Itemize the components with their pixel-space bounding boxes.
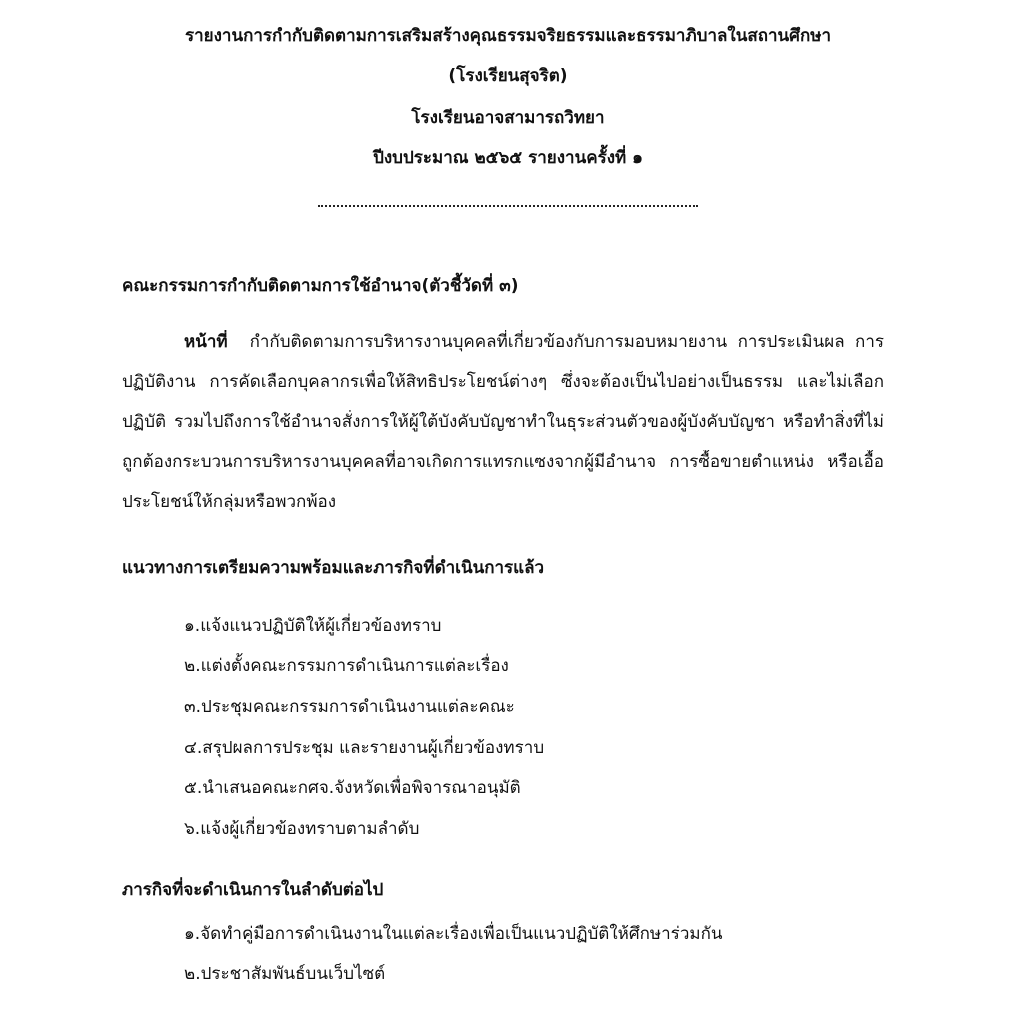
duty-row: ถูกต้องกระบวนการบริหารงานบุคคลที่อาจเกิดการแทรกแซงจากผู้มีอำนาจ การซื้อขายตำแหน่ง หรือเอื้อ bbox=[122, 452, 884, 472]
committee-heading: คณะกรรมการกำกับติดตามการใช้อำนาจ(ตัวชี้วัดที่ ๓) bbox=[122, 276, 519, 296]
duty-text: กำกับติดตามการบริหารงานบุคคลที่เกี่ยวข้องกับการมอบหมายงาน การประเมินผล การ bbox=[249, 332, 884, 352]
duty-row: ปฏิบัติ รวมไปถึงการใช้อำนาจสั่งการให้ผู้ใต้บังคับบัญชาทำในธุระส่วนตัวของผู้บังคับบัญชา หรือทำสิ่งที่ไม่ bbox=[122, 412, 884, 432]
dotted-divider bbox=[318, 205, 698, 207]
duty-row bbox=[122, 330, 884, 370]
report-title: รายงานการกำกับติดตามการเสริมสร้างคุณธรรมจริยธรรมและธรรมาภิบาลในสถานศึกษา bbox=[184, 26, 832, 46]
list-item: ๖.แจ้งผู้เกี่ยวข้องทราบตามลำดับ bbox=[184, 819, 420, 839]
list-item: ๒.แต่งตั้งคณะกรรมการดำเนินการแต่ละเรื่อง bbox=[184, 656, 509, 676]
preparation-heading: แนวทางการเตรียมความพร้อมและภารกิจที่ดำเนินการแล้ว bbox=[122, 558, 545, 578]
duty-label: หน้าที่ bbox=[184, 332, 228, 352]
school-name: โรงเรียนอาจสามารถวิทยา bbox=[411, 108, 605, 128]
list-item: ๔.สรุปผลการประชุม และรายงานผู้เกี่ยวข้องทราบ bbox=[184, 738, 545, 758]
next-steps-heading: ภารกิจที่จะดำเนินการในลำดับต่อไป bbox=[122, 880, 384, 900]
report-subtitle: (โรงเรียนสุจริต) bbox=[448, 66, 568, 86]
list-item: ๑.จัดทำคู่มือการดำเนินงานในแต่ละเรื่องเพื่อเป็นแนวปฏิบัติให้ศึกษาร่วมกัน bbox=[184, 924, 723, 944]
list-item: ๕.นำเสนอคณะกศจ.จังหวัดเพื่อพิจารณาอนุมัติ bbox=[184, 778, 521, 798]
list-item: ๓.ประชุมคณะกรรมการดำเนินงานแต่ละคณะ bbox=[184, 697, 515, 717]
list-item: ๒.ประชาสัมพันธ์บนเว็บไซต์ bbox=[184, 964, 386, 984]
duty-row: ประโยชน์ให้กลุ่มหรือพวกพ้อง bbox=[122, 492, 337, 512]
fiscal-year-report: ปีงบประมาณ ๒๕๖๕ รายงานครั้งที่ ๑ bbox=[373, 148, 643, 168]
duty-row: ปฏิบัติงาน การคัดเลือกบุคลากรเพื่อให้สิทธิประโยชน์ต่างๆ ซึ่งจะต้องเป็นไปอย่างเป็นธรรม และไม่เลือก bbox=[122, 372, 884, 392]
list-item: ๑.แจ้งแนวปฏิบัติให้ผู้เกี่ยวข้องทราบ bbox=[184, 616, 442, 636]
duty-paragraph bbox=[122, 330, 884, 530]
